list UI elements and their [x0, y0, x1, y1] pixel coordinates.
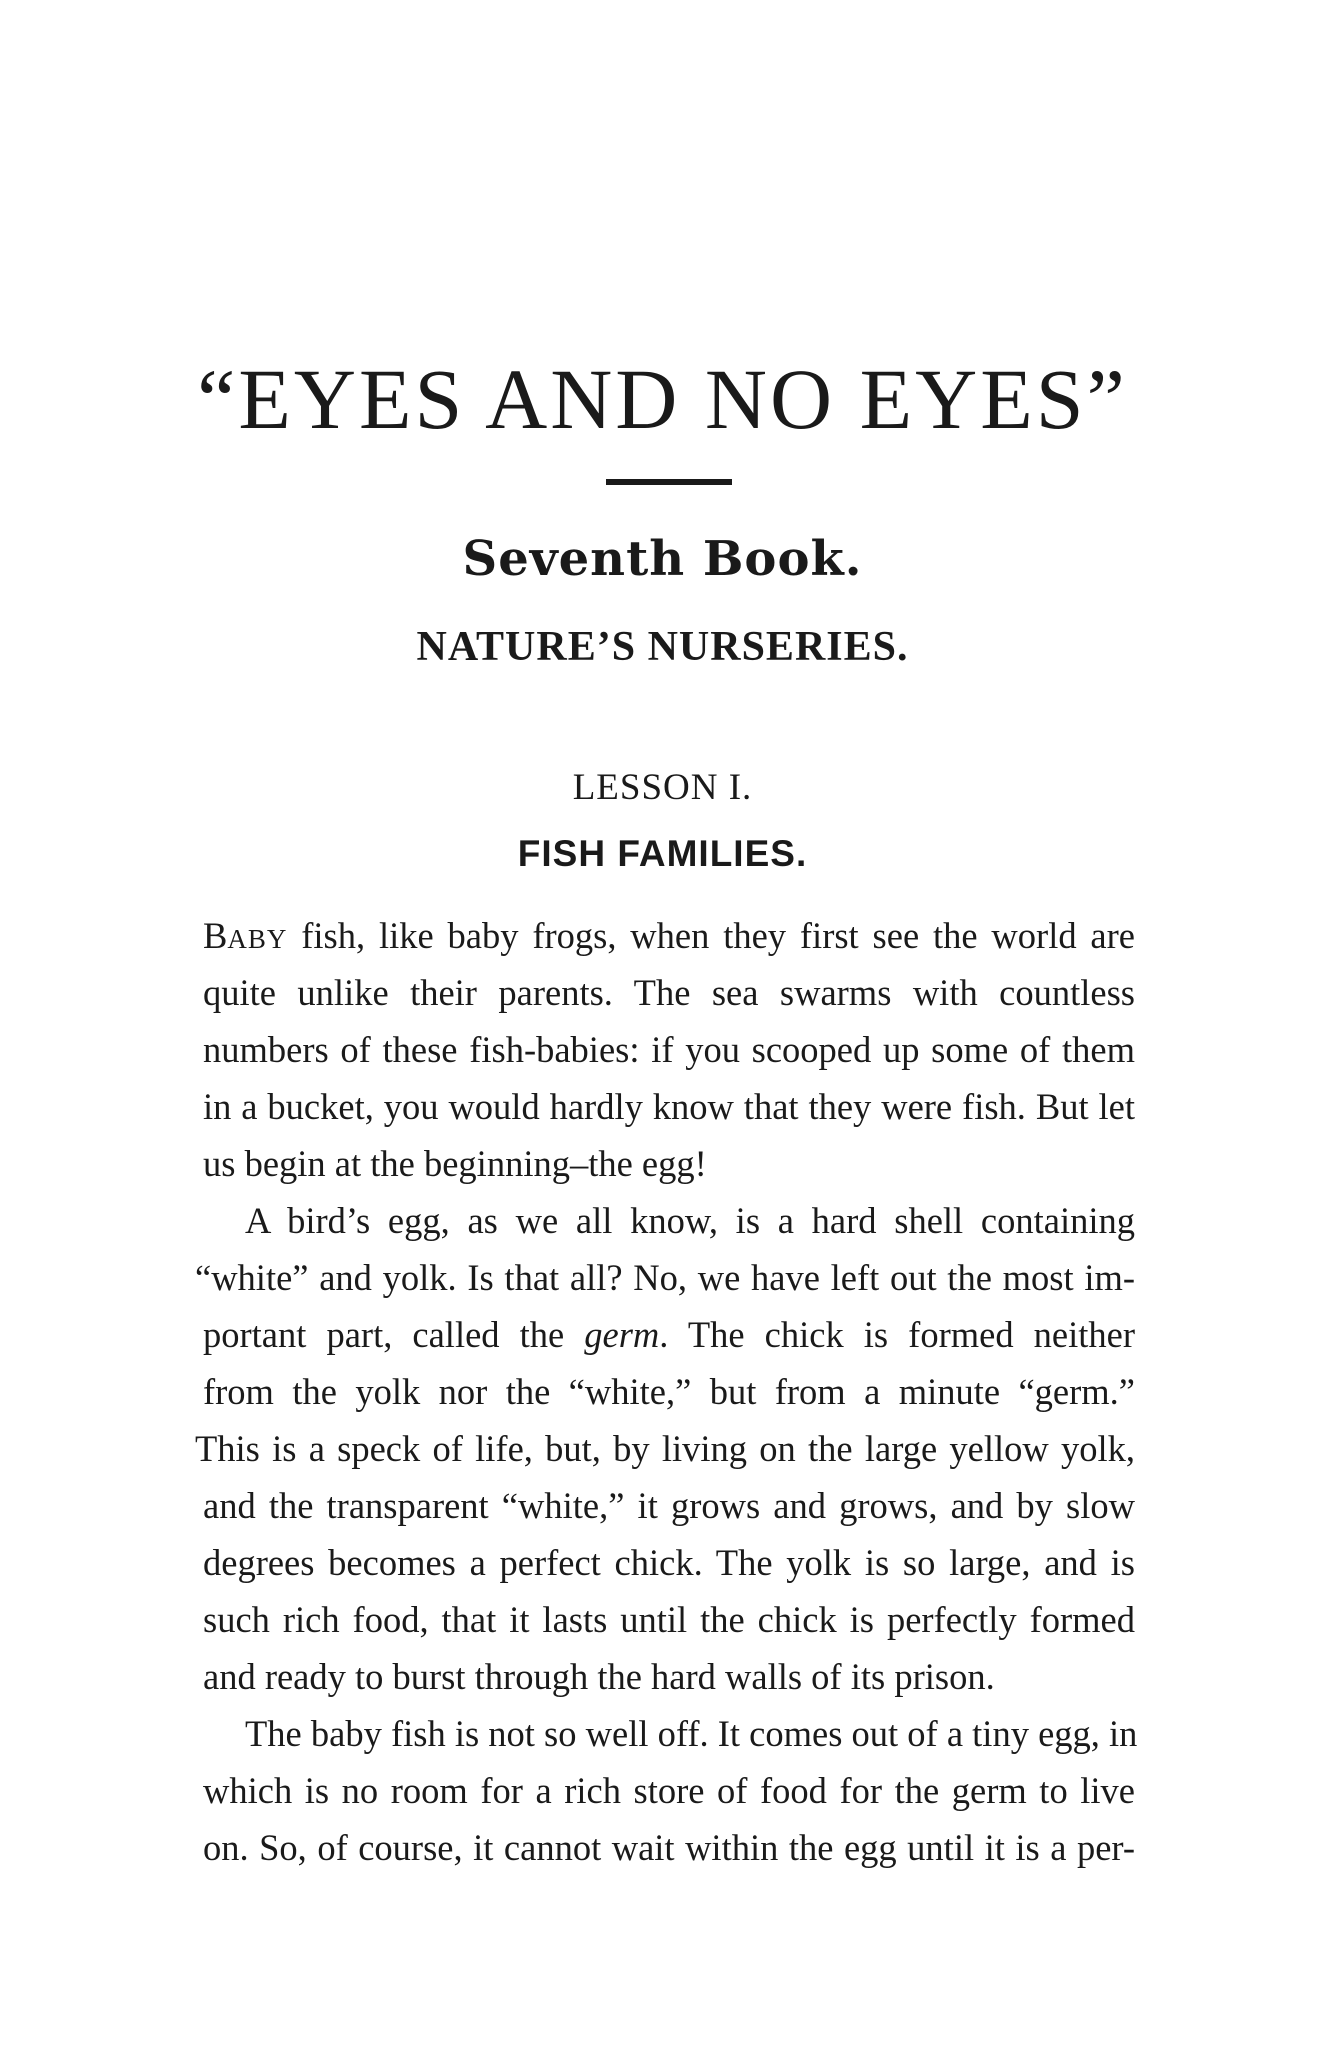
- text-line: such rich food, that it lasts until the chick is perfectly formed: [203, 1599, 1135, 1640]
- text-line: and the transparent “white,” it grows and grows, and by slow: [203, 1485, 1135, 1526]
- text-line: quite unlike their parents. The sea swarms with countless: [203, 972, 1135, 1013]
- dropcap-letter: B: [203, 915, 228, 956]
- text-line: A bird’s egg, as we all know, is a hard shell containing: [245, 1200, 1135, 1241]
- text-line: in a bucket, you would hardly know that they were fish. But let: [203, 1086, 1135, 1127]
- body-text: [195, 907, 1138, 1876]
- text-line-rest: fish, like baby frogs, when they first see the world are: [287, 915, 1135, 956]
- lesson-title: FISH FAMILIES.: [517, 833, 808, 874]
- text-line: us begin at the beginning–the egg!: [203, 1143, 707, 1184]
- text-line: which is no room for a rich store of food for the germ to live: [203, 1770, 1135, 1811]
- text-line: numbers of these fish-babies: if you scooped up some of them: [203, 1029, 1135, 1070]
- text-segment: portant part, called the: [203, 1314, 585, 1355]
- emphasized-word: germ: [584, 1314, 660, 1355]
- text-line: and ready to burst through the hard walls of its prison.: [203, 1656, 995, 1697]
- smallcaps-word: ABY: [227, 924, 288, 954]
- lesson-number: LESSON I.: [572, 767, 753, 808]
- text-line: The baby fish is not so well off. It comes out of a tiny egg, in: [245, 1713, 1138, 1754]
- text-line: “white” and yolk. Is that all? No, we have left out the most im-: [195, 1257, 1135, 1298]
- text-line: This is a speck of life, but, by living on the large yellow yolk,: [195, 1428, 1135, 1469]
- text-line: degrees becomes a perfect chick. The yolk is so large, and is: [203, 1542, 1135, 1583]
- title-divider: [606, 479, 732, 485]
- text-line: [203, 1306, 1135, 1363]
- text-segment: . The chick is formed neither: [659, 1314, 1135, 1355]
- text-line: [203, 907, 1135, 964]
- text-line: from the yolk nor the “white,” but from a minute “germ.”: [203, 1371, 1135, 1412]
- text-line: on. So, of course, it cannot wait within the egg until it is a per-: [203, 1827, 1135, 1868]
- book-title: NATURE’S NURSERIES.: [416, 624, 909, 670]
- page-title: “EYES AND NO EYES”: [197, 351, 1128, 447]
- book-label: Seventh Book.: [462, 531, 863, 587]
